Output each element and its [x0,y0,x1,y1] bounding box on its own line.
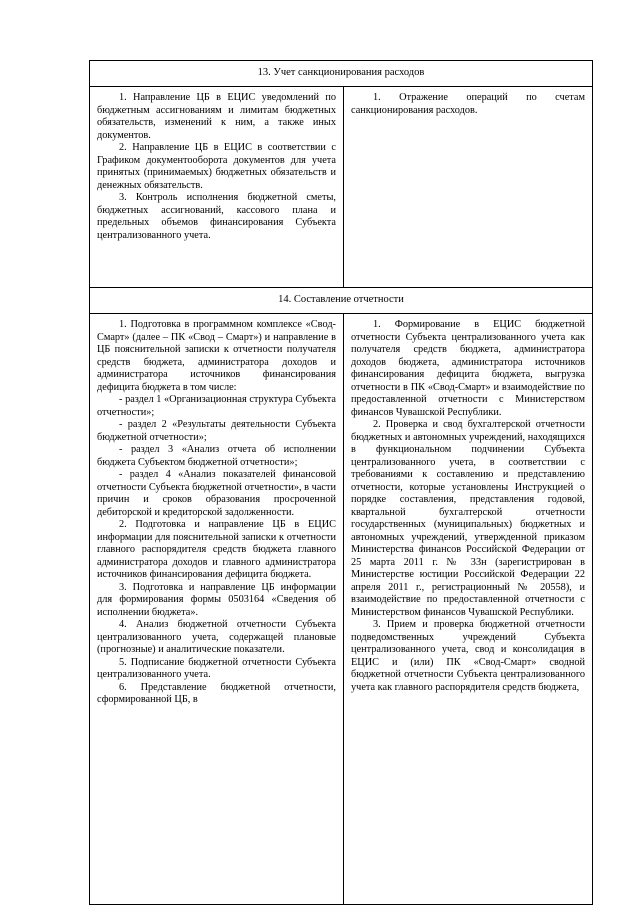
section-14-left-item-3: - раздел 2 «Результаты деятельности Субъекта бюджетной отчетности»; [97,419,336,443]
section-14-right-item-2: 2. Проверка и свод бухгалтерской отчетности бюджетных и автономных учреждений, находящихся в функциональном подчинении Субъекта централизованного учета, в соответствии с требованиями к составлению и представлению отчетности, которые установлены Инструкцией о порядке составления, представления годовой, квартальной бухгалтерской отчетности государственных (муниципальных) бюджетных и автономных учреждений, утвержденной приказом Министерства финансов Российской Федерации от 25 марта 2011 г. № 33н (зарегистрирован в Министерстве юстиции Российской Федерации 22 апреля 2011 г., регистрационный № 20558), и взаимодействие по предоставленной отчетности с Министерством финансов Чувашской Республики. [351,419,585,618]
section-14-left-item-5: - раздел 4 «Анализ показателей финансовой отчетности Субъекта бюджетной отчетности», в части причин и сроков образования просроченной дебиторской и кредиторской задолженности. [97,469,336,518]
section-13-header [90,61,592,87]
section-14-row [90,314,592,904]
section-13-right-item-1: 1. Отражение операций по счетам санкционирования расходов. [351,92,585,116]
section-14-left-item-8: 4. Анализ бюджетной отчетности Субъекта централизованного учета, содержащей плановые (прогнозные) и аналитические показатели. [97,619,336,655]
responsibility-table [89,60,593,905]
section-13-right-cell [344,87,592,287]
section-14-left-cell [90,314,344,904]
section-13-row [90,87,592,288]
section-14-right-item-1: 1. Формирование в ЕЦИС бюджетной отчетности Субъекта централизованного учета как получателя средств бюджета, администратора доходов бюджета, администратора источников финансирования дефицита бюджета, выгрузка отчетности в ПК «Свод-Смарт» и взаимодействие по предоставленной отчетности с Министерством финансов Чувашской Республики. [351,319,585,418]
section-14-title: 14. Составление отчетности [278,294,404,305]
section-14-left-item-6: 2. Подготовка и направление ЦБ в ЕЦИС информации для пояснительной записки к отчетности главного распорядителя средств бюджета главного администратора доходов и главного администратора источников финансирования дефицита бюджета. [97,519,336,580]
section-14-left-item-2: - раздел 1 «Организационная структура Субъекта отчетности»; [97,394,336,418]
section-13-left-item-1: 1. Направление ЦБ в ЕЦИС уведомлений по бюджетным ассигнованиям и лимитам бюджетных обязательств, изменений к ним, а также иных документов. [97,92,336,141]
section-13-left-cell [90,87,344,287]
section-14-right-item-3: 3. Прием и проверка бюджетной отчетности подведомственных учреждений Субъекта централизованного учета, свод и консолидация в ЕЦИС и (или) ПК «Свод-Смарт» сводной бюджетной отчетности Субъекта централизованного учета как главного распорядителя средств бюджета, [351,619,585,693]
section-14-left-item-10: 6. Представление бюджетной отчетности, сформированной ЦБ, в [97,681,336,705]
section-14-left-item-1: 1. Подготовка в программном комплексе «Свод-Смарт» (далее – ПК «Свод – Смарт») и направление в ЦБ пояснительной записки к отчетности получателя средств бюджета, администратора доходов и администратора источников финансирования дефицита бюджета в том числе: [97,319,336,393]
section-13-left-item-2: 2. Направление ЦБ в ЕЦИС в соответствии с Графиком документооборота документов для учета принятых (принимаемых) бюджетных обязательств и денежных обязательств. [97,142,336,191]
section-14-left-item-7: 3. Подготовка и направление ЦБ информации для формирования формы 0503164 «Сведения об исполнении бюджета». [97,581,336,618]
section-13-title: 13. Учет санкционирования расходов [257,67,425,78]
section-14-right-cell [344,314,592,904]
section-14-left-item-9: 5. Подписание бюджетной отчетности Субъекта централизованного учета. [97,656,336,680]
section-14-left-item-4: - раздел 3 «Анализ отчета об исполнении бюджета Субъектом бюджетной отчетности»; [97,444,336,468]
section-14-header [90,288,592,314]
section-13-left-item-3: 3. Контроль исполнения бюджетной сметы, бюджетных ассигнований, кассового плана и предельных объемов финансирования Субъекта централизованного учета. [97,192,336,241]
